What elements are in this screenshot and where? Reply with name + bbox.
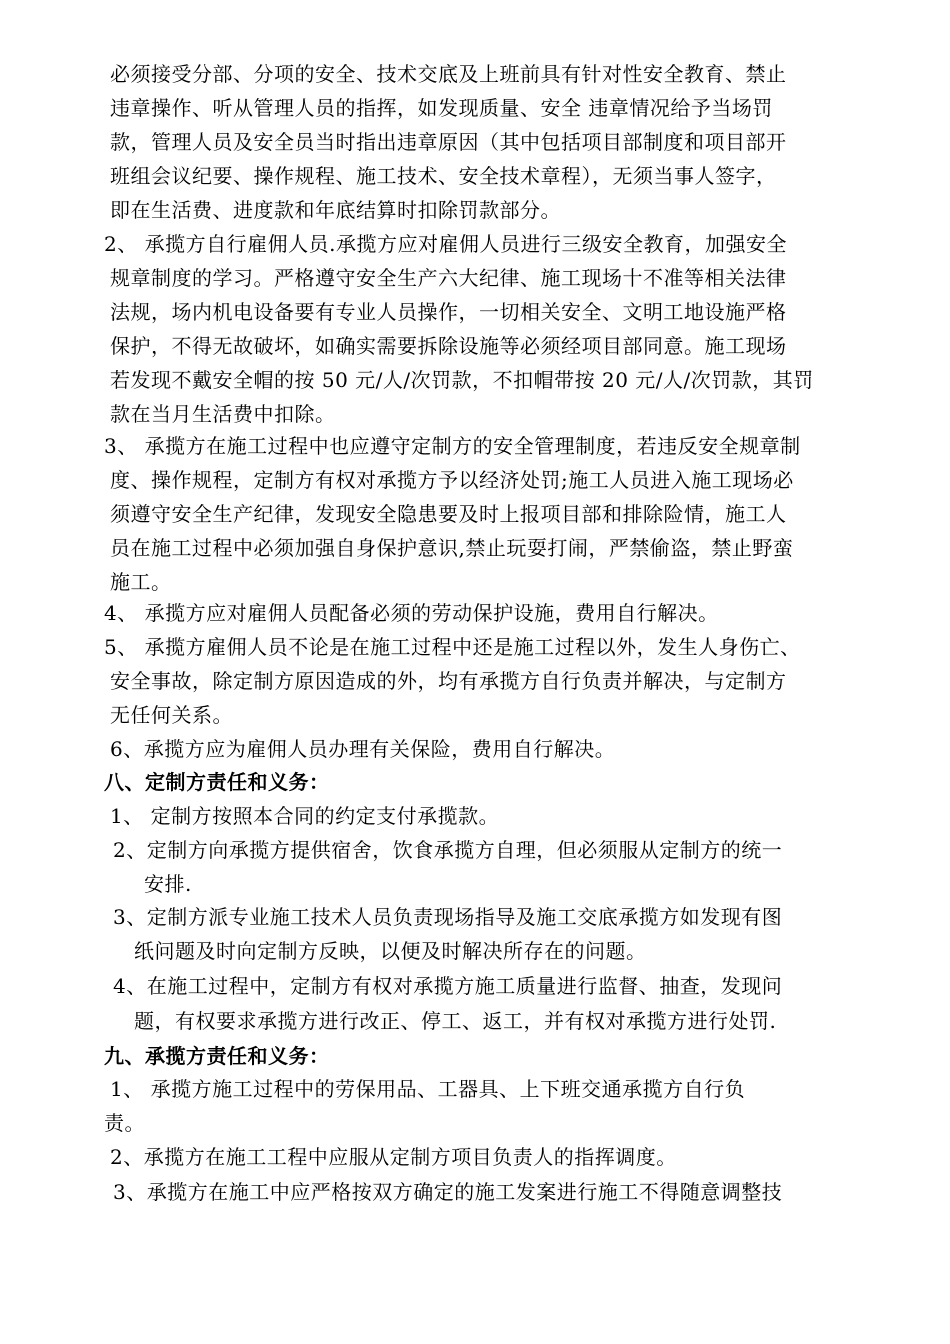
list-item-2: 2、承揽方在施工工程中应服从定制方项目负责人的指挥调度。 — [110, 1145, 677, 1169]
text-line: 无任何关系。 — [110, 703, 233, 727]
text-line: 责。 — [104, 1111, 145, 1135]
text-line: 保护，不得无故破坏，如确实需要拆除设施等必须经项目部同意。施工现场 — [110, 334, 787, 358]
section-heading-8: 八、定制方责任和义务： — [104, 770, 330, 794]
text-line: 安排. — [144, 872, 192, 896]
list-item-1: 1、 承揽方施工过程中的劳保用品、工器具、上下班交通承揽方自行负 — [110, 1077, 746, 1101]
text-line: 款，管理人员及安全员当时指出违章原因（其中包括项目部制度和项目部开 — [110, 130, 787, 154]
list-item-3: 3、承揽方在施工中应严格按双方确定的施工发案进行施工不得随意调整技 — [113, 1180, 783, 1204]
list-item-1: 1、 定制方按照本合同的约定支付承揽款。 — [110, 804, 500, 828]
text-line: 安全事故，除定制方原因造成的外，均有承揽方自行负责并解决，与定制方 — [110, 669, 787, 693]
text-line: 必须接受分部、分项的安全、技术交底及上班前具有针对性安全教育、禁止 — [110, 62, 787, 86]
text-line: 款在当月生活费中扣除。 — [110, 402, 336, 426]
text-line: 法规，场内机电设备要有专业人员操作，一切相关安全、文明工地设施严格 — [110, 300, 787, 324]
list-item-3: 3、 承揽方在施工过程中也应遵守定制方的安全管理制度，若违反安全规章制 — [104, 434, 801, 458]
list-item-3: 3、定制方派专业施工技术人员负责现场指导及施工交底承揽方如发现有图 — [113, 905, 783, 929]
list-item-4: 4、在施工过程中，定制方有权对承揽方施工质量进行监督、抽查，发现问 — [113, 974, 783, 998]
list-item-6: 6、承揽方应为雇佣人员办理有关保险，费用自行解决。 — [110, 737, 616, 761]
text-line: 规章制度的学习。严格遵守安全生产六大纪律、施工现场十不准等相关法律 — [110, 266, 787, 290]
text-line: 员在施工过程中必须加强自身保护意识,禁止玩耍打闹，严禁偷盗，禁止野蛮 — [110, 536, 794, 560]
text-line: 纸问题及时向定制方反映，以便及时解决所存在的问题。 — [134, 939, 647, 963]
text-line: 须遵守安全生产纪律，发现安全隐患要及时上报项目部和排除险情，施工人 — [110, 502, 787, 526]
text-line: 班组会议纪要、操作规程、施工技术、安全技术章程），无须当事人签字， — [110, 164, 777, 188]
text-line: 度、操作规程，定制方有权对承揽方予以经济处罚;施工人员进入施工现场必 — [110, 468, 794, 492]
list-item-4: 4、 承揽方应对雇佣人员配备必须的劳动保护设施，费用自行解决。 — [104, 601, 719, 625]
section-heading-9: 九、承揽方责任和义务： — [104, 1044, 330, 1068]
text-line: 违章操作、听从管理人员的指挥，如发现质量、安全 违章情况给予当场罚 — [110, 96, 773, 120]
text-line: 若发现不戴安全帽的按 50 元/人/次罚款，不扣帽带按 20 元/人/次罚款，其罚 — [110, 368, 814, 392]
text-line: 即在生活费、进度款和年底结算时扣除罚款部分。 — [110, 198, 561, 222]
list-item-2: 2、 承揽方自行雇佣人员.承揽方应对雇佣人员进行三级安全教育，加强安全 — [104, 232, 787, 256]
list-item-2: 2、定制方向承揽方提供宿舍，饮食承揽方自理，但必须服从定制方的统一 — [113, 838, 783, 862]
text-line: 施工。 — [110, 570, 172, 594]
text-line: 题，有权要求承揽方进行改正、停工、返工，并有权对承揽方进行处罚. — [134, 1009, 777, 1033]
list-item-5: 5、 承揽方雇佣人员不论是在施工过程中还是施工过程以外，发生人身伤亡、 — [104, 635, 801, 659]
